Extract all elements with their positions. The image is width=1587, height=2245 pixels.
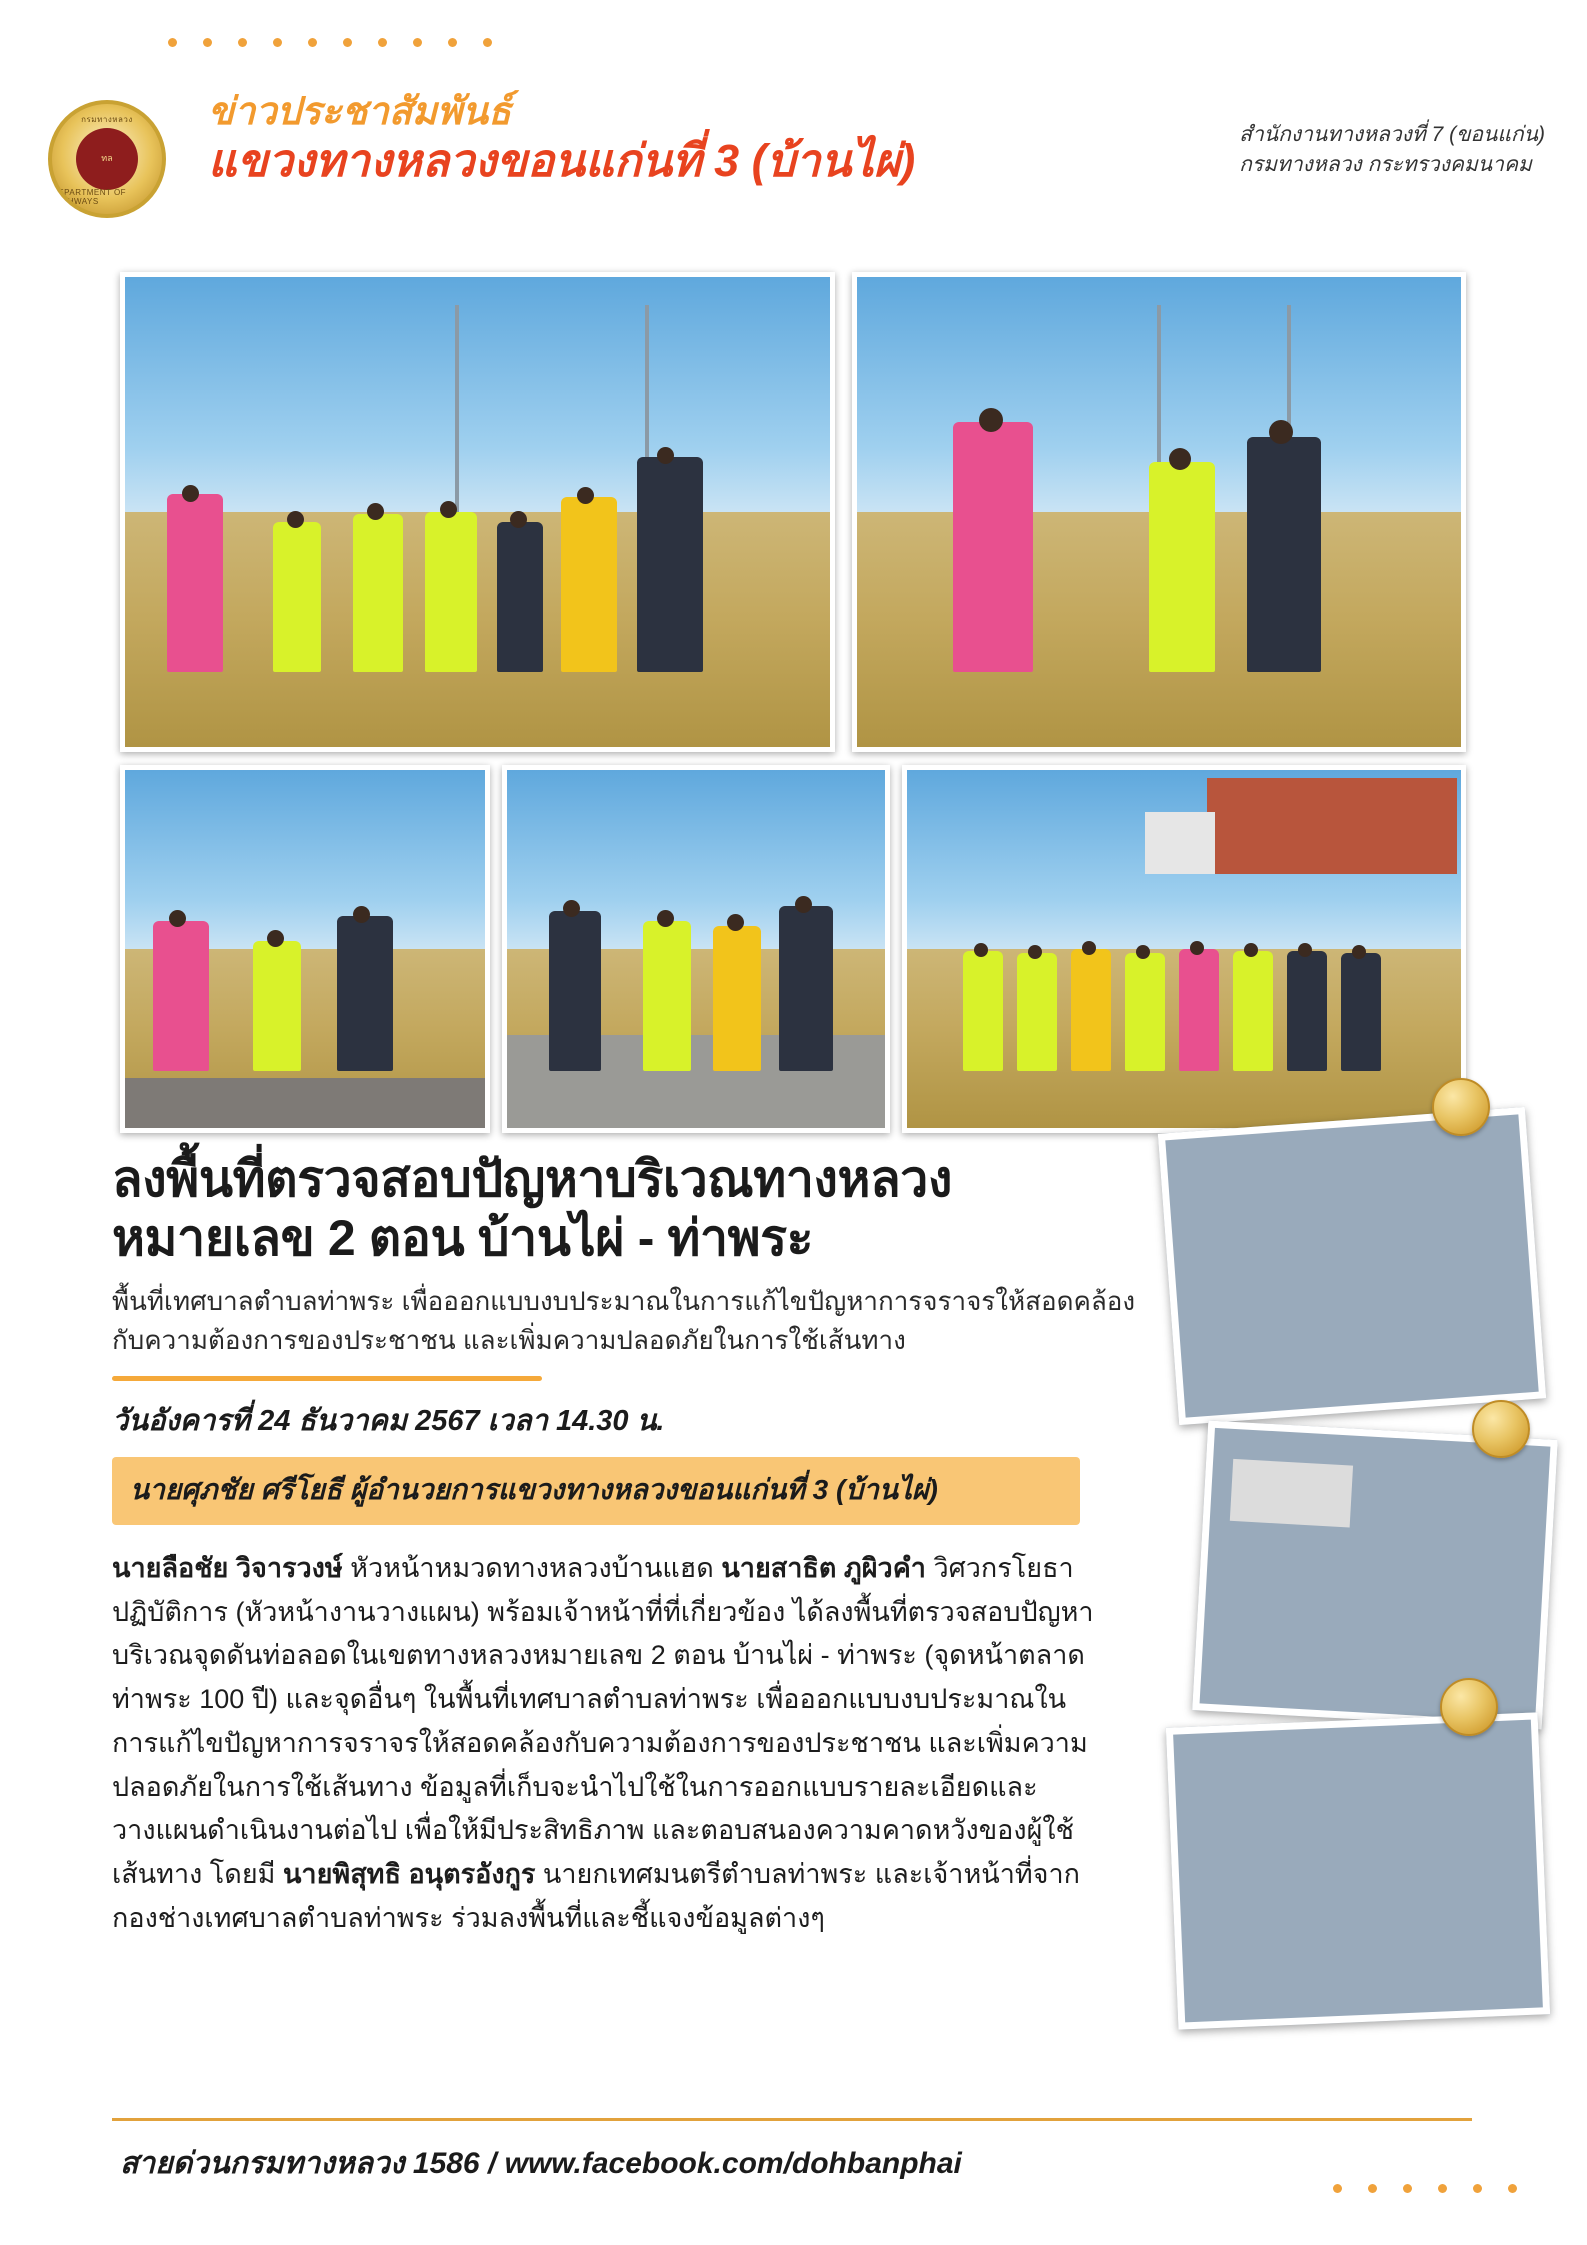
dot-icon	[448, 38, 457, 47]
dot-icon	[168, 38, 177, 47]
logo-top-text: กรมทางหลวง	[81, 115, 133, 124]
dot-icon	[1368, 2184, 1377, 2193]
dot-icon	[1508, 2184, 1517, 2193]
dot-icon	[413, 38, 422, 47]
photo-officials-walking-culvert	[502, 765, 890, 1133]
person-name: นายสาธิต ภูผิวคำ	[721, 1553, 926, 1583]
director-name-banner: นายศุภชัย ศรีโยธี ผู้อำนวยการแขวงทางหลวงขอนแก่นที่ 3 (บ้านไผ่)	[112, 1457, 1080, 1525]
paragraph-text: หัวหน้าหมวดทางหลวงบ้านแฮด	[342, 1553, 722, 1583]
page-title: แขวงทางหลวงขอนแก่นที่ 3 (บ้านไผ่)	[208, 134, 916, 186]
photo-two-officials-roadside	[852, 272, 1466, 752]
article-paragraph	[112, 1547, 1112, 1941]
department-logo	[48, 100, 166, 218]
headline-line-1: ลงพื้นที่ตรวจสอบปัญหาบริเวณทางหลวง	[112, 1151, 952, 1207]
org-line-2: กรมทางหลวง กระทรวงคมนาคม	[1239, 152, 1532, 176]
dot-icon	[1473, 2184, 1482, 2193]
article-headline	[112, 1150, 1152, 1268]
paragraph-text: นายกเทศมนตรีตำบลท่าพระ และเจ้าหน้าที่จากกองช่างเทศบาลตำบลท่าพระ ร่วมลงพื้นที่และชี้แจงข้อมูลต่างๆ	[112, 1859, 1081, 1933]
brad-fastener-icon	[1440, 1678, 1498, 1736]
orange-divider	[112, 1376, 542, 1381]
dot-icon	[238, 38, 247, 47]
header-kicker: ข่าวประชาสัมพันธ์	[208, 91, 512, 133]
dot-icon	[1333, 2184, 1342, 2193]
dot-icon	[483, 38, 492, 47]
photo-walking-pink-shirt	[1158, 1107, 1546, 1425]
article-body	[112, 1150, 1152, 1941]
dot-decoration-bottom	[1333, 2184, 1517, 2193]
dot-icon	[343, 38, 352, 47]
dot-icon	[1403, 2184, 1412, 2193]
photo-roadside-inspection	[1192, 1420, 1558, 1729]
brad-fastener-icon	[1472, 1400, 1530, 1458]
photo-group-photo-truck	[902, 765, 1466, 1133]
photo-group-pointing-field	[120, 272, 835, 752]
logo-bottom-text: DEPARTMENT OF HIGHWAYS	[52, 188, 127, 206]
photo-officials-pointing-road	[120, 765, 490, 1133]
dot-icon	[203, 38, 212, 47]
dot-icon	[308, 38, 317, 47]
paragraph-text: วิศวกรโยธาปฏิบัติการ (หัวหน้างานวางแผน) พร้อมเจ้าหน้าที่ที่เกี่ยวข้อง ได้ลงพื้นที่ตรวจสอบปัญหาบริเวณจุดดันท่อลอดในเขตทางหลวงหมายเลข 2 ตอน บ้านไผ่ - ท่าพระ (จุดหน้าตลาดท่าพระ 100 ปี) และจุดอื่นๆ ในพื้นที่เทศบาลตำบลท่าพระ เพื่อออกแบบงบประมาณในการแก้ไขปัญหาการจราจรให้สอดคล้องกับความต้องการของประชาชน และเพิ่มความปลอดภัยในการใช้เส้นทาง ข้อมูลที่เก็บจะนำไปใช้ในการออกแบบรายละเอียดและวางแผนดำเนินงานต่อไป เพื่อให้มีประสิทธิภาพ และตอบสนองความคาดหวังของผู้ใช้เส้นทาง โดยมี	[112, 1553, 1094, 1890]
dot-icon	[378, 38, 387, 47]
logo-emblem: ทล	[76, 128, 138, 190]
footer-divider	[112, 2118, 1472, 2121]
person-name: นายพิสุทธิ อนุตรอังกูร	[282, 1859, 536, 1890]
brad-fastener-icon	[1432, 1078, 1490, 1136]
document-header	[0, 78, 1587, 218]
headline-line-2: หมายเลข 2 ตอน บ้านไผ่ - ท่าพระ	[112, 1210, 814, 1266]
footer-contact: สายด่วนกรมทางหลวง 1586 / www.facebook.com/dohbanphai	[120, 2147, 962, 2180]
dot-decoration-top	[168, 38, 492, 47]
org-line-1: สำนักงานทางหลวงที่ 7 (ขอนแก่น)	[1239, 123, 1545, 146]
dot-icon	[273, 38, 282, 47]
dot-icon	[1438, 2184, 1447, 2193]
header-titles	[208, 92, 915, 185]
photo-officials-discussion	[1166, 1712, 1550, 2029]
person-name: นายลือชัย วิจารวงษ์	[112, 1553, 343, 1583]
article-date: วันอังคารที่ 24 ธันวาคม 2567 เวลา 14.30 น.	[112, 1405, 665, 1437]
header-org-info	[1239, 120, 1545, 180]
article-subhead: พื้นที่เทศบาลตำบลท่าพระ เพื่อออกแบบงบประมาณในการแก้ไขปัญหาการจราจรให้สอดคล้องกับความต้องการของประชาชน และเพิ่มความปลอดภัยในการใช้เส้นทาง	[112, 1286, 1136, 1355]
